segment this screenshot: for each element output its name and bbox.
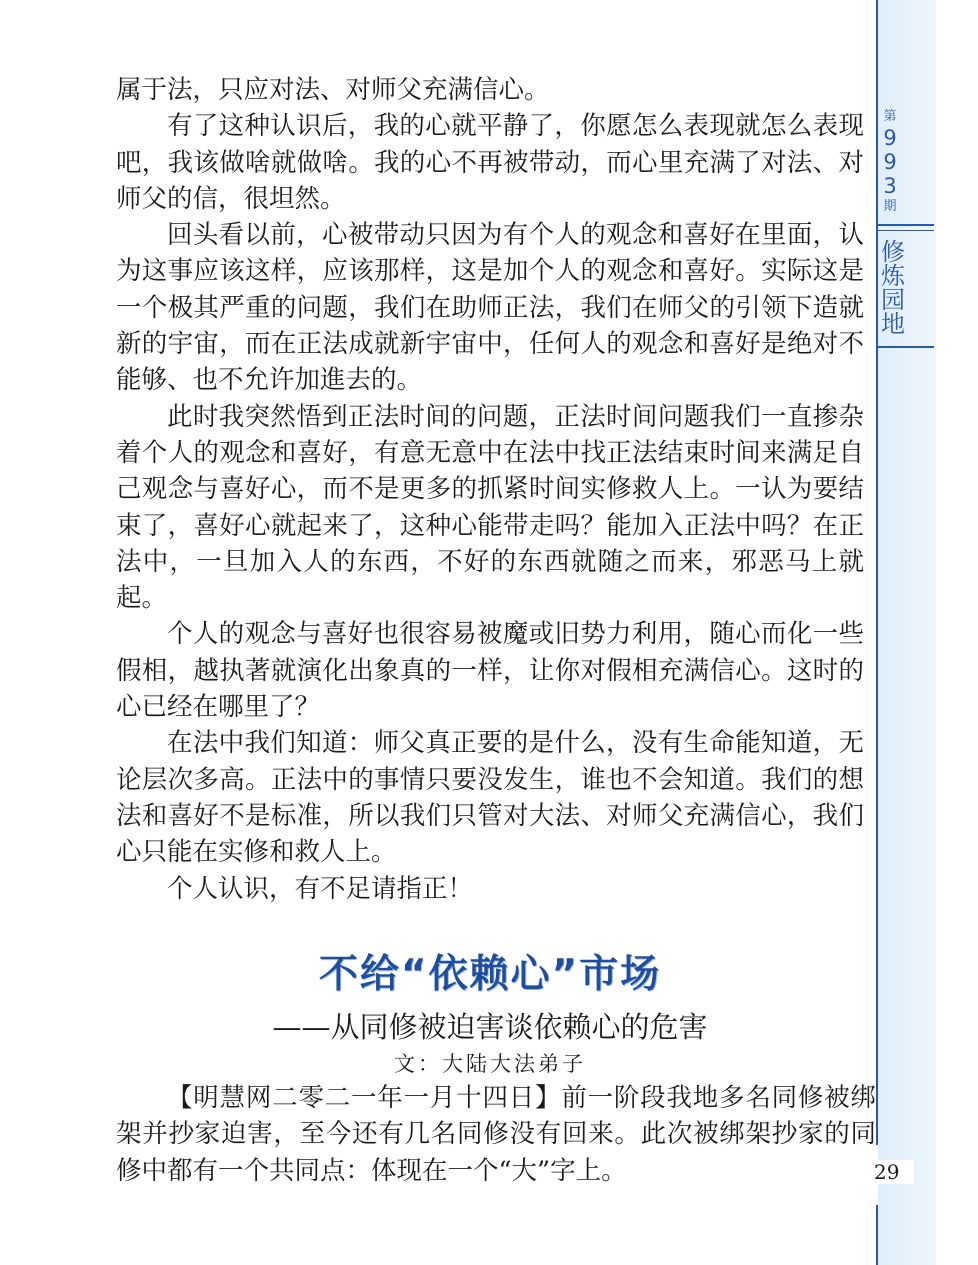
- column-title-char: 炼: [881, 262, 905, 290]
- paragraph: 回头看以前，心被带动只因为有个人的观念和喜好在里面，认为这事应该这样，应该那样，这是加个人的观念和喜好。实际这是一个极其严重的问题，我们在助师正法，我们在师父的引领下造就新的宇宙，而在正法成就新宇宙中，任何人的观念和喜好是绝对不能够、也不允许加進去的。: [116, 220, 864, 396]
- article-body: [116, 1080, 876, 1189]
- previous-article-text: [116, 72, 864, 907]
- paragraph: 【明慧网二零二一年一月十四日】前一阶段我地多名同修被绑架并抄家迫害，至今还有几名同修没有回来。此次被绑架抄家的同修中都有一个共同点：体现在一个“大”字上。: [116, 1083, 876, 1186]
- sidebar-divider: [878, 346, 934, 348]
- page-number: 29: [870, 1160, 914, 1184]
- article-subtitle: ——从同修被迫害谈依赖心的危害: [272, 1010, 708, 1044]
- issue-number: [878, 108, 902, 216]
- column-title: [880, 240, 906, 336]
- issue-prefix: 第: [883, 109, 897, 124]
- paragraph: 在法中我们知道：师父真正要的是什么，没有生命能知道，无论层次多高。正法中的事情只要没发生，谁也不会知道。我们的想法和喜好不是标准，所以我们只管对大法、对师父充满信心，我们心只能在实修和救人上。: [116, 728, 864, 868]
- article-title: 不给“依赖心”市场: [318, 952, 662, 997]
- sidebar-divider: [878, 224, 934, 226]
- column-title-char: 园: [881, 286, 905, 314]
- paragraph: 有了这种认识后，我的心就平静了，你愿怎么表现就怎么表现吧，我该做啥就做啥。我的心不再被带动，而心里充满了对法、对师父的信，很坦然。: [116, 111, 864, 214]
- paragraph: 个人的观念与喜好也很容易被魔或旧势力利用，随心而化一些假相，越执著就演化出象真的一样，让你对假相充满信心。这时的心已经在哪里了？: [116, 619, 864, 723]
- issue-digit: 9: [883, 150, 897, 174]
- paragraph: 此时我突然悟到正法时间的问题，正法时间问题我们一直掺杂着个人的观念和喜好，有意无意中在法中找正法结束时间来满足自己观念与喜好心，而不是更多的抓紧时间实修救人上。一认为要结束了，喜好心就起来了，这种心能带走吗？能加入正法中吗？在正法中，一旦加入人的东西，不好的东西就随之而来，邪恶马上就起。: [116, 401, 864, 614]
- issue-digit: 9: [883, 126, 897, 150]
- sidebar-divider: [878, 230, 934, 231]
- paragraph: 个人认识，有不足请指正！: [167, 873, 474, 904]
- paragraph: 属于法，只应对法、对师父充满信心。: [116, 75, 550, 105]
- issue-digit: 3: [883, 174, 897, 198]
- issue-suffix: 期: [883, 199, 897, 214]
- column-title-char: 地: [881, 310, 905, 338]
- column-title-char: 修: [881, 238, 905, 266]
- article-author: 文：大陆大法弟子: [394, 1052, 586, 1076]
